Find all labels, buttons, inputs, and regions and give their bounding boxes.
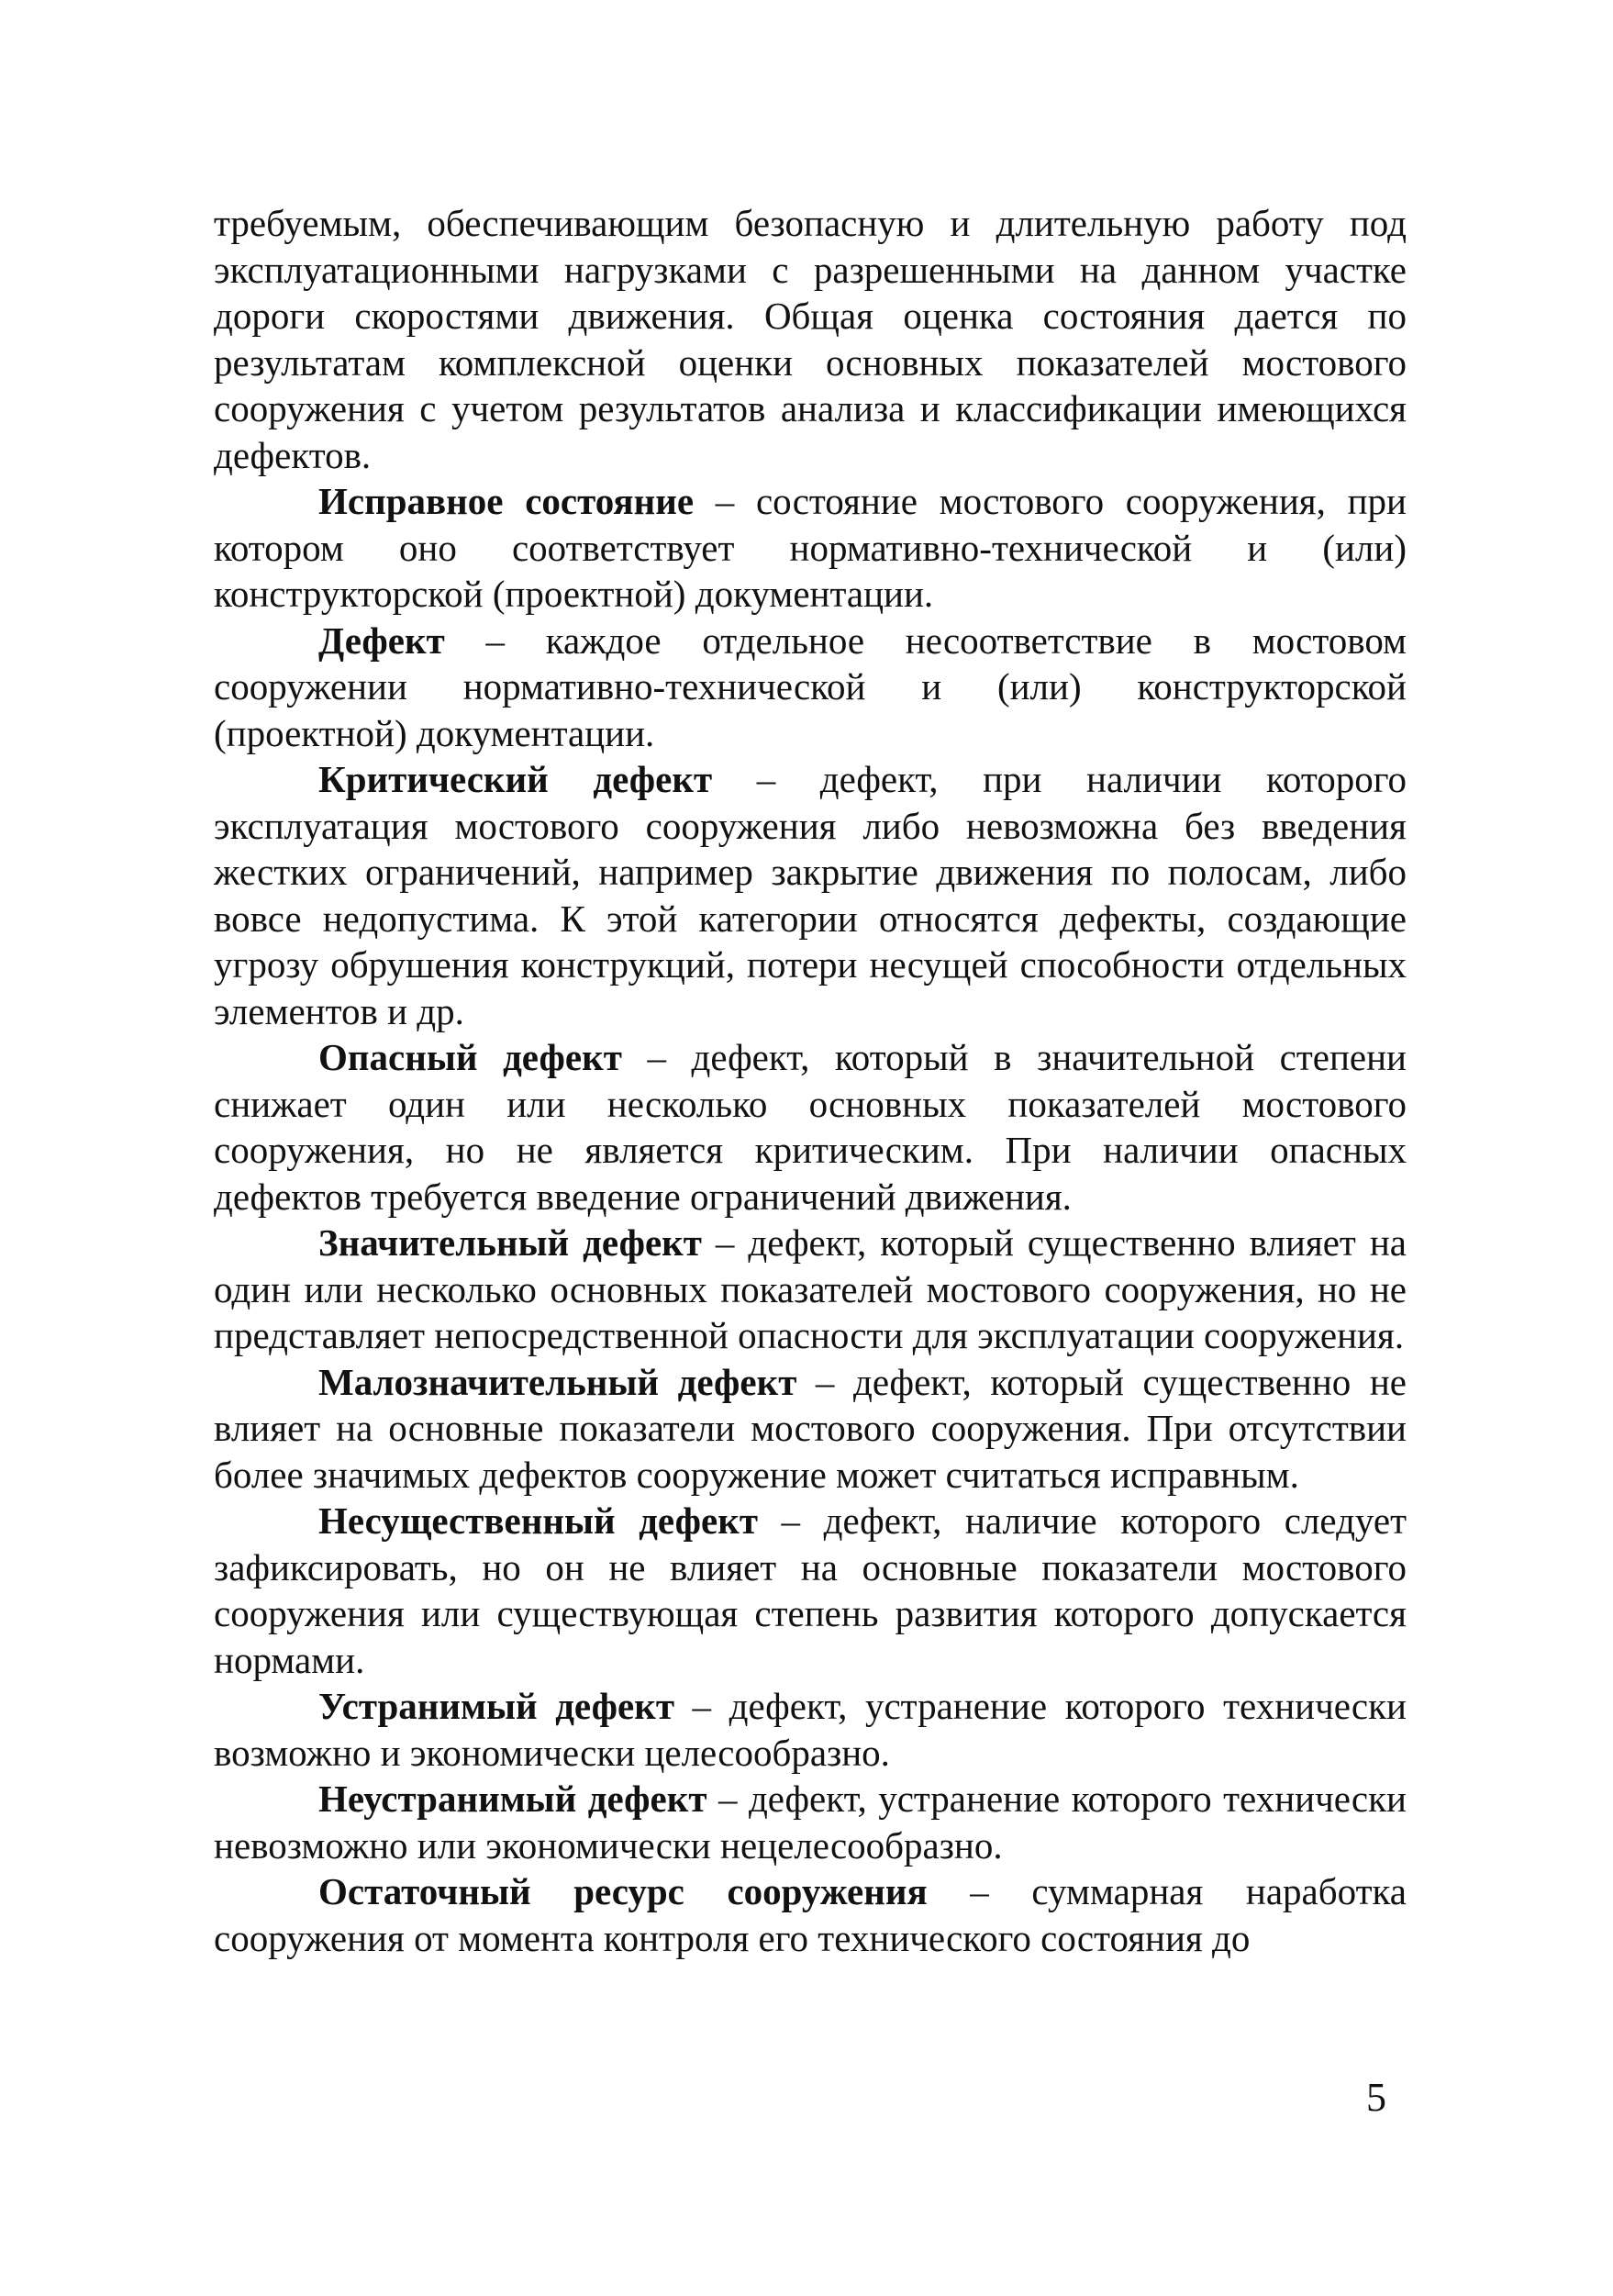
definition-term: Критический дефект [318, 758, 713, 800]
definition-term: Остаточный ресурс сооружения [318, 1870, 928, 1912]
definition-paragraph [214, 1683, 1407, 1776]
definition-term: Устранимый дефект [318, 1685, 674, 1727]
definition-term: Несущественный дефект [318, 1499, 758, 1542]
definition-text: – дефект, наличие которого следует зафиксировать, но он не влияет на основные показатели мостового сооружения или существующая степень развития которого допускается нормами. [214, 1499, 1407, 1681]
definition-text: – дефект, который существенно влияет на один или несколько основных показателей мостового сооружения, но не представляет непосредственной опасности для эксплуатации сооружения. [214, 1221, 1407, 1356]
definition-paragraph [214, 1220, 1407, 1359]
definition-term: Исправное состояние [318, 480, 695, 522]
definition-term: Значительный дефект [318, 1221, 702, 1264]
definition-paragraph [214, 756, 1407, 1034]
definition-paragraph [214, 1359, 1407, 1499]
intro-paragraph: требуемым, обеспечивающим безопасную и длительную работу под эксплуатационными нагрузками с разрешенными на данном участке дороги скоростями движения. Общая оценка состояния дается по результатам комплексной оценки основных показателей мостового сооружения с учетом результатов анализа и классификации имеющихся дефектов. [214, 202, 1407, 476]
page-body [214, 200, 1407, 1961]
definition-paragraph [214, 1034, 1407, 1220]
definition-text: – дефект, который в значительной степени снижает один или несколько основных показателей мостового сооружения, но не является критическим. При наличии опасных дефектов требуется введение ограничений движения. [214, 1036, 1407, 1218]
definition-paragraph [214, 618, 1407, 757]
definition-text: – дефект, устранение которого технически возможно и экономически целесообразно. [214, 1685, 1407, 1774]
page-number: 5 [1366, 2075, 1386, 2120]
definition-term: Дефект [318, 619, 445, 662]
definition-paragraph [214, 1868, 1407, 1961]
definition-text: – суммарная наработка сооружения от момента контроля его технического состояния до [214, 1870, 1407, 1959]
definition-text: – дефект, при наличии которого эксплуатация мостового сооружения либо невозможна без введения жестких ограничений, например закрытие движения по полосам, либо вовсе недопустима. К этой категории относятся дефекты, создающие угрозу обрушения конструкций, потери несущей способности отдельных элементов и др. [214, 758, 1407, 1032]
definition-text: – дефект, устранение которого технически невозможно или экономически нецелесообразно. [214, 1778, 1407, 1867]
definition-text: – каждое отдельное несоответствие в мостовом сооружении нормативно-технической и (или) конструкторской (проектной) документации. [214, 619, 1407, 754]
definition-term: Опасный дефект [318, 1036, 622, 1078]
definition-paragraph [214, 478, 1407, 618]
definition-text: – состояние мостового сооружения, при котором оно соответствует нормативно-технической и (или) конструкторской (проектной) документации. [214, 480, 1407, 615]
definition-text: – дефект, который существенно не влияет на основные показатели мостового сооружения. При отсутствии более значимых дефектов сооружение может считаться исправным. [214, 1360, 1407, 1496]
definition-term: Неустранимый дефект [318, 1778, 707, 1820]
definition-paragraph [214, 1776, 1407, 1868]
definition-paragraph [214, 1498, 1407, 1683]
definition-term: Малозначительный дефект [318, 1360, 797, 1403]
